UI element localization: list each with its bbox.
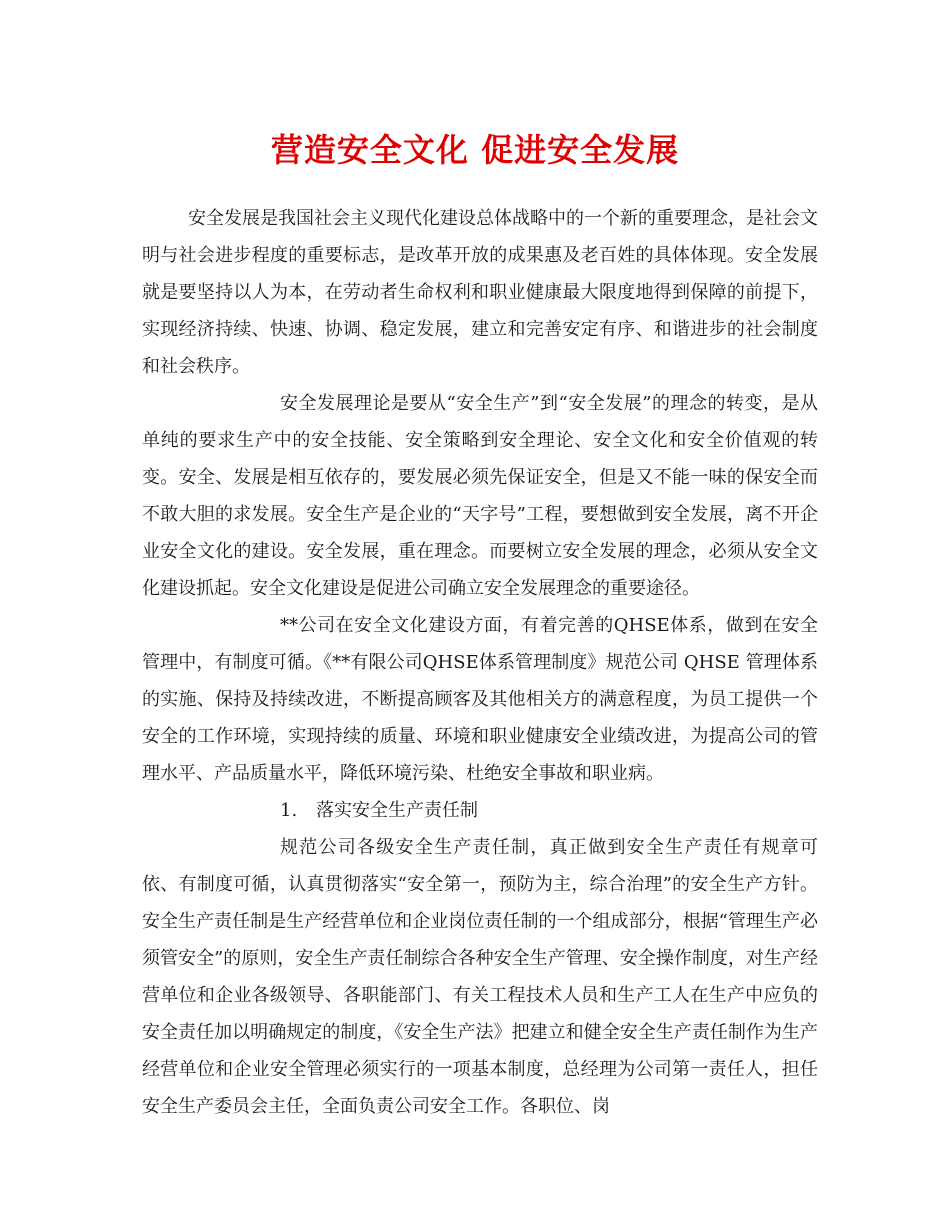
- document-body: [142, 200, 818, 1125]
- paragraph-responsibility: 规范公司各级安全生产责任制，真正做到安全生产责任有规章可依、有制度可循，认真贯彻落实“安全第一，预防为主，综合治理”的安全生产方针。安全生产责任制是生产经营单位和企业岗位责任制的一个组成部分，根据“管理生产必须管安全”的原则，安全生产责任制综合各种安全生产管理、安全操作制度，对生产经营单位和企业各级领导、各职能部门、有关工程技术人员和生产工人在生产中应负的安全责任加以明确规定的制度，《安全生产法》把建立和健全安全生产责任制作为生产经营单位和企业安全管理必须实行的一项基本制度，总经理为公司第一责任人，担任安全生产委员会主任，全面负责公司安全工作。各职位、岗: [142, 837, 818, 1117]
- document-title: 营造安全文化 促进安全发展: [270, 131, 680, 169]
- paragraph-qhse: **公司在安全文化建设方面，有着完善的QHSE体系，做到在安全管理中，有制度可循。《**有限公司QHSE体系管理制度》规范公司 QHSE 管理体系的实施、保持及持续改进，不断提高顾客及其他相关方的满意程度，为员工提供一个安全的工作环境，实现持续的质量、环境和职业健康安全业绩改进，为提高公司的管理水平、产品质量水平，降低环境污染、杜绝安全事故和职业病。: [142, 615, 818, 784]
- section-heading: [142, 792, 818, 829]
- section-heading-text: 落实安全生产责任制: [316, 800, 478, 821]
- paragraph-intro: 安全发展是我国社会主义现代化建设总体战略中的一个新的重要理念，是社会文明与社会进步程度的重要标志，是改革开放的成果惠及老百姓的具体体现。安全发展就是要坚持以人为本，在劳动者生命权利和职业健康最大限度地得到保障的前提下，实现经济持续、快速、协调、稳定发展，建立和完善安定有序、和谐进步的社会制度和社会秩序。: [142, 208, 818, 377]
- section-number: 1.: [280, 800, 298, 821]
- paragraph-theory: 安全发展理论是要从“安全生产”到“安全发展”的理念的转变，是从单纯的要求生产中的安全技能、安全策略到安全理论、安全文化和安全价值观的转变。安全、发展是相互依存的，要发展必须先保证安全，但是又不能一味的保安全而不敢大胆的求发展。安全生产是企业的“天字号”工程，要想做到安全发展，离不开企业安全文化的建设。安全发展，重在理念。而要树立安全发展的理念，必须从安全文化建设抓起。安全文化建设是促进公司确立安全发展理念的重要途径。: [142, 393, 818, 599]
